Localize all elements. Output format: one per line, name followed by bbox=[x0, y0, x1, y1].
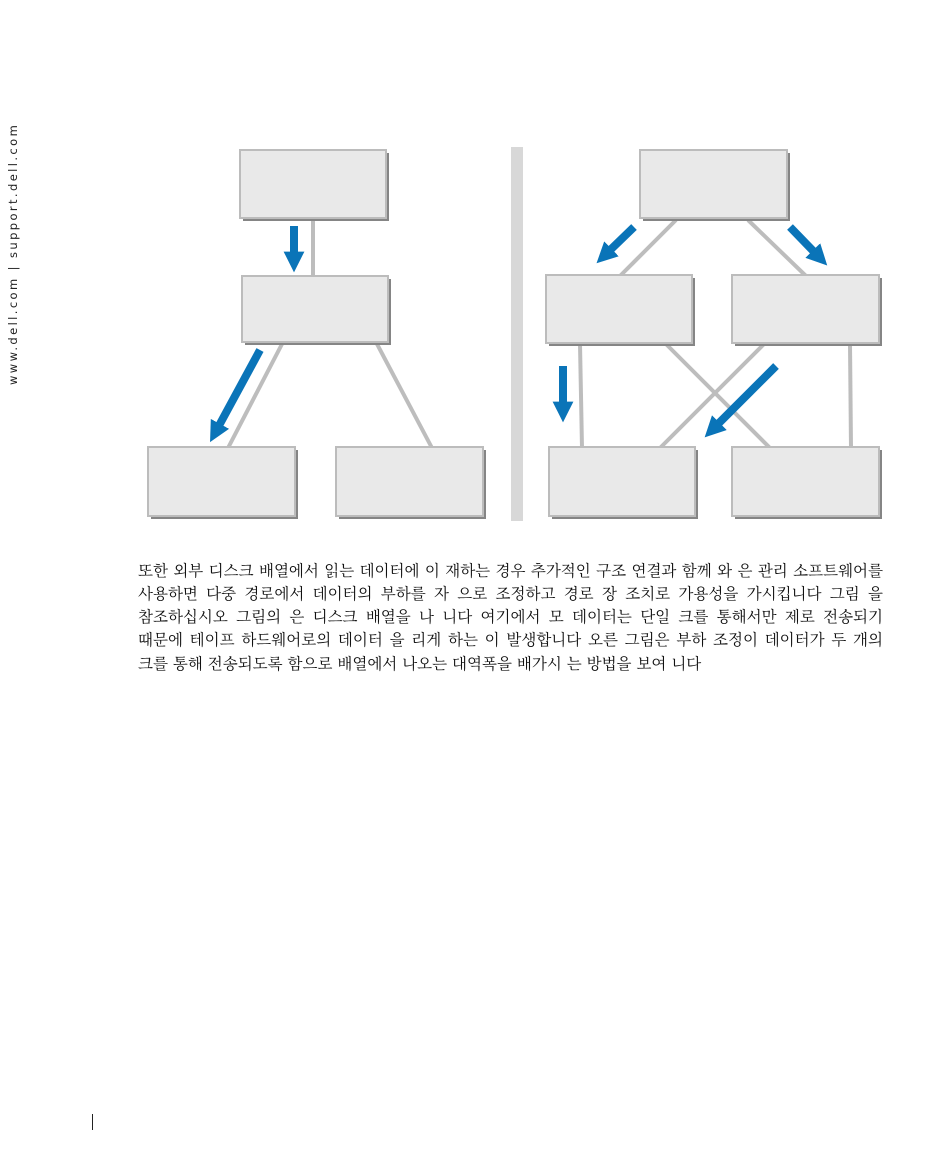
right-switch-box-2 bbox=[732, 275, 882, 346]
side-url: www.dell.com | support.dell.com bbox=[6, 122, 20, 385]
right-storage-box-2 bbox=[732, 447, 882, 519]
body-paragraph: 또한 외부 디스크 배열에서 읽는 데이터에 이 재하는 경우 추가적인 구조 연결과 함께 와 은 관리 소프트웨어를 사용하면 다중 경로에서 데이터의 부하를 자 으로 조정하고 경로 장 조치로 가용성을 가시킵니다 그림 을 참조하십시오 그림의 은 디스크 배열을 나 니다 여기에서 모 데이터는 단일 크를 통해서만 제로 전송되기 때문에 테이프 하드웨어로의 데이터 을 리게 하는 이 발생합니다 오른 그림은 부하 조정이 데이터가 두 개의 크를 통해 전송되도록 함으로 배열에서 나오는 대역폭을 배가시 는 방법을 보여 니다 bbox=[138, 561, 883, 673]
right-storage-box-1 bbox=[549, 447, 698, 519]
footer-mark bbox=[92, 1114, 93, 1130]
right-arrow-right-diagonal bbox=[790, 227, 820, 258]
right-server-box bbox=[640, 150, 790, 221]
right-arrow-left-diagonal bbox=[604, 227, 634, 256]
left-server-box bbox=[240, 150, 389, 221]
left-arrow-diagonal bbox=[215, 350, 260, 433]
load-balancing-diagram bbox=[0, 0, 950, 540]
right-switch-box-1 bbox=[546, 275, 695, 346]
left-switch-box bbox=[242, 276, 391, 345]
left-storage-box-2 bbox=[336, 447, 486, 519]
left-storage-box-1 bbox=[148, 447, 298, 519]
panel-divider bbox=[511, 147, 523, 521]
